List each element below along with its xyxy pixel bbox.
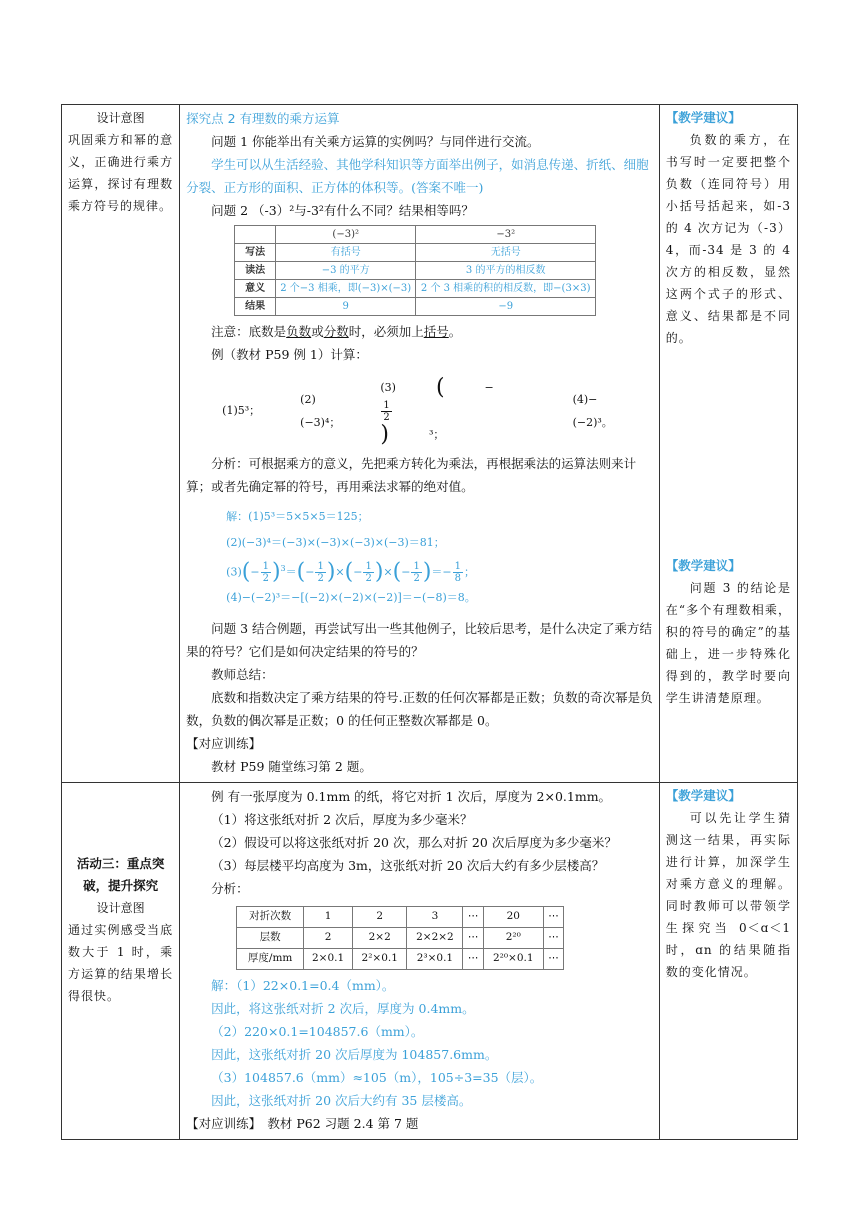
question-item: （3）每层楼平均高度为 3m，这张纸对折 20 次后大约有多少层楼高？ [211,858,605,874]
example-item: (2)(−3)⁴； [300,392,341,429]
folding-row [237,928,564,949]
comparison-row [235,280,596,298]
comparison-header-cell: −3² [416,226,596,244]
training-text: 教材 P59 随堂练习第 2 题。 [211,759,372,775]
folding-row-label: 层数 [237,928,304,949]
advice-text: 可以先让学生猜测这一结果，再实际进行计算，加深学生对乘方意义的理解。同时教师可以带领学生探究当 0＜ɑ＜1 时，ɑn 的结果随指数的变化情况。 [665,811,791,980]
folding-cell: ⋯ [543,949,563,970]
folding-cell: 2²⁰ [483,928,543,949]
activity-cell [62,783,180,1140]
solution-line: (3)(− $\frac{1}{2}$ )$^3$＝(− $\frac{1}{2}$ )×(− $\frac{1}{2}$ )×(− $\frac{1}{2}$ )＝− $\frac{1}{8}$ ； [226,559,475,585]
answer-line: （2）220×0.1=104857.6（mm）。 [211,1024,424,1040]
advice-text: 问题 3 的结论是在“多个有理数相乘，积的符号的确定”的基础上，进一步特殊化得到的，教学时要向学生讲清楚原理。 [665,581,791,705]
folding-table [236,906,564,970]
teaching-advice-cell [659,783,797,1140]
comparison-cell: 9 [276,298,416,316]
analysis: 分析：可根据乘方的意义，先把乘方转化为乘法，再根据乘法的运算法则来计算；或者先确定幂的符号，再用乘法求幂的绝对值。 [186,455,637,494]
design-intent-heading: 设计意图 [96,901,145,916]
section-title: 探究点 2 有理数的乘方运算 [186,111,340,126]
example-text: 例 有一张厚度为 0.1mm 的纸，将它对折 1 次后，厚度为 2×0.1mm。 [211,789,612,805]
table-row [62,783,798,1140]
training-title: 【对应训练】 [186,736,262,752]
design-intent-cell [62,105,180,783]
folding-row-label: 对折次数 [237,907,304,928]
comparison-cell: −3 的平方 [276,262,416,280]
example-expressions [222,376,653,446]
comparison-row [235,262,596,280]
example-item: (3) ( − $\frac{1}{2}$ ) ³； [380,375,494,447]
comparison-cell: 3 的平方的相反数 [416,262,596,280]
design-intent-heading: 设计意图 [96,111,145,125]
folding-cell: 1 [304,907,353,928]
example-item: (4)−(−2)³。 [572,392,613,429]
design-intent-text: 巩固乘方和幂的意义，正确进行乘方运算，探讨有理数乘方符号的规律。 [68,133,174,213]
comparison-row [235,244,596,262]
folding-cell: 2³×0.1 [407,949,463,970]
advice-heading: 【教学建议】 [665,558,741,573]
lesson-content-cell [180,783,660,1140]
teaching-advice-cell [659,105,797,783]
folding-cell: 2×0.1 [304,949,353,970]
answer-line: 因此，将这张纸对折 2 次后，厚度为 0.4mm。 [211,1001,475,1017]
folding-cell: 2×2×2 [407,928,463,949]
question-3: 问题 3 结合例题，再尝试写出一些其他例子，比较后思考，是什么决定了乘方结果的符号？它们是如何决定结果的符号的？ [186,621,653,660]
folding-row-label: 厚度/mm [237,949,304,970]
folding-cell: ⋯ [543,928,563,949]
advice-heading: 【教学建议】 [665,788,741,804]
advice-text: 负数的乘方，在书写时一定要把整个负数（连同符号）用小括号括起来，如-3 的 4 次方记为（-3）4，而-34 是 3 的 4 次方的相反数，显然这两个式子的形式、意义、结果都是不同的。 [665,133,791,345]
folding-row [237,949,564,970]
folding-cell: 20 [483,907,543,928]
comparison-cell: 有括号 [276,244,416,262]
folding-cell: ⋯ [543,907,563,928]
comparison-header-cell [235,226,276,244]
question-item: （2）假设可以将这张纸对折 20 次，那么对折 20 次后厚度为多少毫米？ [211,835,617,851]
comparison-row-label: 读法 [235,262,276,280]
comparison-row-label: 意义 [235,280,276,298]
folding-row [237,907,564,928]
activity-title: 活动三：重点突破，提升探究 [76,856,165,894]
solution-line: (4)−(−2)³＝−[(−2)×(−2)×(−2)]＝−(−8)＝8。 [226,591,476,605]
comparison-cell: 2 个 3 相乘的积的相反数，即−(3×3) [416,280,596,298]
answer-line: 解：（1）22×0.1=0.4（mm）。 [211,978,395,994]
folding-cell: 2×2 [353,928,407,949]
solution-line: (2)(−3)⁴＝(−3)×(−3)×(−3)×(−3)＝81； [226,535,445,549]
question-1-answer: 学生可以从生活经验、其他学科知识等方面举出例子，如消息传递、折纸、细胞分裂、正方形的面积、正方体的体积等。(答案不唯一) [186,157,649,195]
lesson-table [61,104,798,1140]
design-intent-text: 通过实例感受当底数大于 1 时，乘方运算的结果增长得很快。 [68,923,174,1004]
answer-line: 因此，这张纸对折 20 次后厚度为 104857.6mm。 [211,1047,498,1063]
solution-block [226,504,653,612]
solution-line: 解：(1)5³＝5×5×5＝125； [226,509,369,523]
comparison-row [235,298,596,316]
folding-cell: ⋯ [463,928,483,949]
advice-heading: 【教学建议】 [665,110,741,125]
analysis: 分析： [211,881,249,897]
comparison-row-label: 写法 [235,244,276,262]
summary-text: 底数和指数决定了乘方结果的符号.正数的任何次幂都是正数；负数的奇次幂是负数，负数的偶次幂是正数；0 的任何正整数次幂都是 0。 [186,690,653,729]
folding-cell: ⋯ [463,949,483,970]
answer-line: （3）104857.6（mm）≈105（m），105÷3=35（层）。 [211,1070,543,1086]
example-item: (1)5³； [222,404,261,418]
comparison-row-label: 结果 [235,298,276,316]
lesson-content-cell [180,105,660,783]
table-row [62,105,798,783]
folding-cell: 2²×0.1 [353,949,407,970]
folding-cell: ⋯ [463,907,483,928]
question-2: 问题 2 （-3）²与-3²有什么不同？结果相等吗？ [211,203,474,218]
comparison-cell: 2 个−3 相乘，即(−3)×(−3) [276,280,416,298]
training-text: 【对应训练】 教材 P62 习题 2.4 第 7 题 [186,1116,419,1132]
folding-cell: 2²⁰×0.1 [483,949,543,970]
comparison-header-row [235,226,596,244]
answer-line: 因此，这张纸对折 20 次后大约有 35 层楼高。 [211,1093,472,1109]
comparison-cell: −9 [416,298,596,316]
summary-title: 教师总结： [211,667,274,683]
example-title: 例（教材 P59 例 1）计算： [211,347,368,362]
folding-cell: 2 [304,928,353,949]
question-item: （1）将这张纸对折 2 次后，厚度为多少毫米？ [211,812,473,828]
folding-cell: 3 [407,907,463,928]
comparison-header-cell: (−3)² [276,226,416,244]
comparison-table [234,225,596,316]
comparison-cell: 无括号 [416,244,596,262]
note: 注意：底数是负数或分数时，必须加上括号。 [211,324,462,339]
folding-cell: 2 [353,907,407,928]
question-1: 问题 1 你能举出有关乘方运算的实例吗？与同伴进行交流。 [211,134,540,149]
